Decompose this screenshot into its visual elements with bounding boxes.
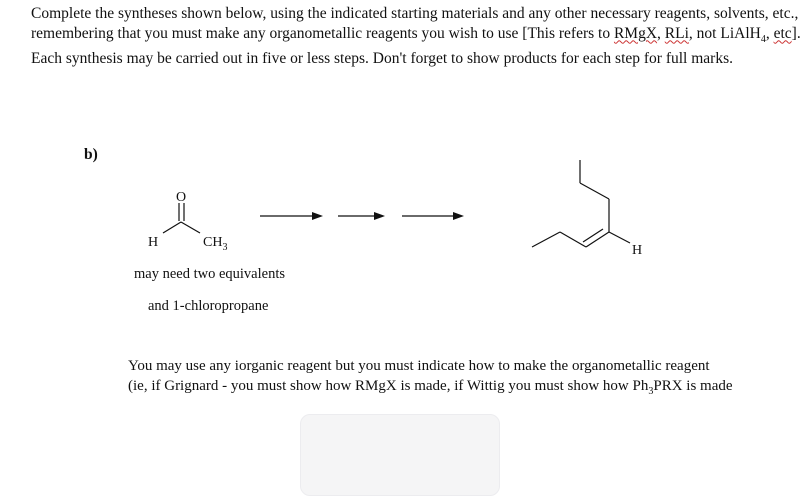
- c-ch3-bond: [181, 222, 200, 233]
- intro-text: Complete the syntheses shown below, using the indicated starting materials and any other necessary reagents, solvents, etc., remembering that you must make any organometallic reagents you wish to use [This refers to: [31, 5, 799, 42]
- instructions-line-2: [128, 376, 798, 402]
- instructions-line-2b: PRX is made: [653, 378, 733, 394]
- product-structure: [532, 160, 630, 247]
- arrow-3-head: [453, 212, 464, 220]
- rmgx-term: RMgX: [613, 24, 658, 42]
- arrow-1-head: [312, 212, 323, 220]
- intro-sep: ,: [657, 24, 665, 42]
- intro-text-3: ]. Each synthesis may be carried out in five or less steps. Don't forget to show products for each step for full marks.: [31, 24, 801, 68]
- methyl-label: [203, 235, 227, 253]
- alkene-bond-2: [583, 229, 603, 242]
- arrow-2-head: [374, 212, 385, 220]
- alkene-bond-1: [586, 232, 609, 247]
- etc-term: etc: [773, 24, 792, 42]
- instructions-line-1: You may use any iorganic reagent but you must indicate how to make the organometallic reagent: [128, 358, 710, 374]
- c-h-bond: [163, 222, 181, 233]
- acetaldehyde-structure: [163, 203, 200, 233]
- rli-term: RLi: [664, 24, 689, 42]
- note-equivalents: may need two equivalents: [134, 266, 285, 282]
- oxygen-label: O: [176, 190, 187, 205]
- part-b-label: b): [84, 146, 98, 163]
- reagent-instructions: [128, 356, 798, 402]
- answer-card[interactable]: [300, 414, 500, 496]
- note-chloropropane: and 1-chloropropane: [148, 298, 269, 314]
- cho-bond: [609, 232, 630, 243]
- ph3-subscript: 3: [648, 386, 654, 397]
- propyl-bond-1: [560, 232, 586, 247]
- ethyl-bond-2: [580, 183, 609, 199]
- intro-sep-2: ,: [765, 24, 774, 42]
- lialh4-subscript: 4: [760, 33, 766, 45]
- instructions-line-2a: (ie, if Grignard - you must show how RMgX is made, if Wittig you must show how Ph: [128, 378, 649, 394]
- intro-text-2: , not LiAlH: [688, 24, 761, 42]
- aldehyde-h-label: H: [148, 235, 159, 250]
- propyl-bond-2: [532, 232, 560, 247]
- product-h-label: H: [632, 243, 643, 258]
- methyl-ch: CH: [203, 235, 223, 250]
- methyl-subscript: 3: [222, 242, 228, 253]
